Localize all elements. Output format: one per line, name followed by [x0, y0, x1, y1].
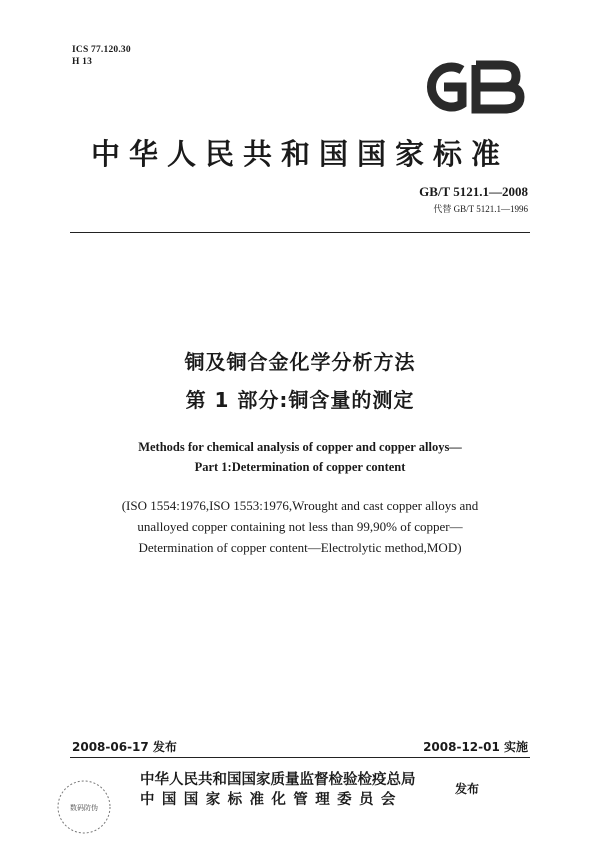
ccs-code: H 13 — [72, 57, 93, 67]
publisher-block — [140, 770, 416, 810]
publisher-line1: 中华人民共和国国家质量监督检验检疫总局 — [140, 771, 416, 788]
issue-date: 2008-06-17 发布 — [72, 740, 177, 754]
publisher-line2: 中国国家标准化管理委员会 — [140, 791, 403, 808]
implementation-date: 2008-12-01 实施 — [423, 740, 528, 754]
classification-codes — [72, 44, 131, 68]
gb-logo — [410, 56, 528, 118]
anti-counterfeit-seal — [55, 778, 113, 836]
cn-title-line1: 铜及铜合金化学分析方法 — [184, 350, 416, 374]
en-title-line1: Methods for chemical analysis of copper and copper alloys— — [138, 440, 462, 454]
cn-title-line2: 第 1 部分:铜含量的测定 — [185, 388, 415, 412]
seal-label: 数码防伪 — [70, 804, 98, 812]
top-divider — [70, 232, 530, 233]
publish-action: 发布 — [455, 782, 480, 796]
iso-line2: unalloyed copper containing not less than 99,90% of copper— — [137, 519, 463, 534]
iso-reference — [70, 495, 530, 558]
en-title-line2: Part 1:Determination of copper content — [194, 460, 406, 474]
standard-category-title: 中华人民共和国国家标准 — [90, 137, 509, 171]
iso-line3: Determination of copper content—Electrolytic method,MOD) — [138, 540, 462, 555]
bottom-divider — [70, 757, 530, 758]
standard-code — [419, 184, 528, 215]
replaces-standard: 代替 GB/T 5121.1—1996 — [433, 204, 528, 214]
ics-code: ICS 77.120.30 — [72, 45, 131, 55]
logo-text: GB — [410, 56, 412, 57]
iso-line1: (ISO 1554:1976,ISO 1553:1976,Wrought and cast copper alloys and — [121, 498, 479, 513]
standard-number: GB/T 5121.1—2008 — [419, 184, 528, 199]
